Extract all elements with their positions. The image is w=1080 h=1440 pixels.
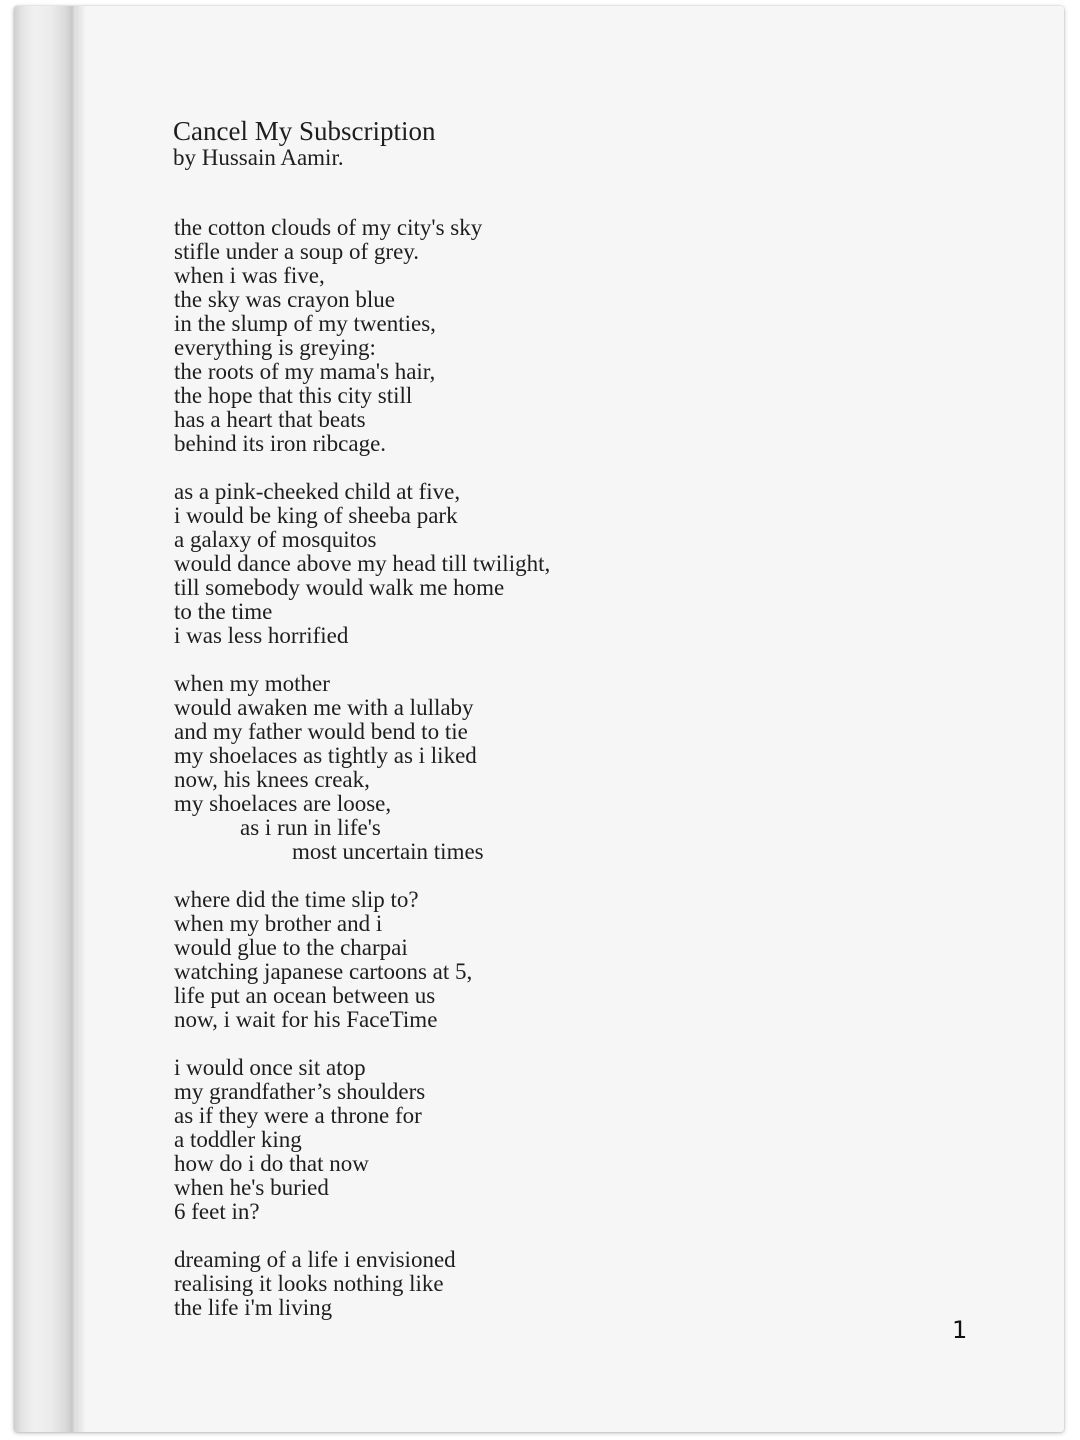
poem-line: dreaming of a life i envisioned: [174, 1247, 456, 1272]
poem-line: the life i'm living: [174, 1295, 333, 1320]
poem-line: to the time: [174, 599, 273, 624]
stanza-6: [174, 1248, 794, 1320]
poem-line: in the slump of my twenties,: [174, 311, 436, 336]
poem-line: i was less horrified: [174, 623, 349, 648]
poem-line: and my father would bend to tie: [174, 719, 468, 744]
poem-line: when my mother: [174, 671, 330, 696]
poem-line: behind its iron ribcage.: [174, 431, 387, 456]
poem-line: as if they were a throne for: [174, 1103, 422, 1128]
poem-line: 6 feet in?: [174, 1199, 260, 1224]
poem-title: Cancel My Subscription: [173, 116, 436, 146]
poem-line: i would be king of sheeba park: [174, 503, 458, 528]
poem-line: where did the time slip to?: [174, 887, 419, 912]
poem-line: i would once sit atop: [174, 1055, 366, 1080]
poem-line: how do i do that now: [174, 1151, 369, 1176]
poem-line: now, his knees creak,: [174, 767, 370, 792]
poem-line: the sky was crayon blue: [174, 287, 395, 312]
stanza-3: [174, 672, 794, 864]
poem-line: the hope that this city still: [174, 383, 413, 408]
poem-line: when i was five,: [174, 263, 325, 288]
book-page: [14, 6, 1064, 1432]
poem-line: would glue to the charpai: [174, 935, 408, 960]
poem-line: would dance above my head till twilight,: [174, 551, 551, 576]
poem-line: realising it looks nothing like: [174, 1271, 444, 1296]
stanza-4: [174, 888, 794, 1032]
stanza-2: [174, 480, 794, 648]
poem-line: a galaxy of mosquitos: [174, 527, 377, 552]
poem-body: [174, 216, 794, 1344]
poem-byline: by Hussain Aamir.: [173, 145, 344, 170]
poem-line: as a pink-cheeked child at five,: [174, 479, 461, 504]
poem-line: everything is greying:: [174, 335, 376, 360]
poem-line: has a heart that beats: [174, 407, 366, 432]
stanza-1: [174, 216, 794, 456]
poem-line: now, i wait for his FaceTime: [174, 1007, 438, 1032]
poem-line: my shoelaces are loose,: [174, 791, 392, 816]
poem-line: till somebody would walk me home: [174, 575, 505, 600]
poem-line: as i run in life's: [240, 815, 381, 840]
stanza-5: [174, 1056, 794, 1224]
poem-line: when he's buried: [174, 1175, 329, 1200]
poem-line: life put an ocean between us: [174, 983, 436, 1008]
poem-line: the roots of my mama's hair,: [174, 359, 436, 384]
poem-line: when my brother and i: [174, 911, 383, 936]
poem-line: my grandfather’s shoulders: [174, 1079, 426, 1104]
poem-line: stifle under a soup of grey.: [174, 239, 420, 264]
poem-line: a toddler king: [174, 1127, 302, 1152]
poem-line: would awaken me with a lullaby: [174, 695, 474, 720]
poem-line: the cotton clouds of my city's sky: [174, 215, 483, 240]
page-number: 1: [952, 1316, 968, 1344]
poem-line: my shoelaces as tightly as i liked: [174, 743, 477, 768]
book-spine: [14, 6, 76, 1432]
poem-line: most uncertain times: [292, 839, 484, 864]
spine-shadow: [76, 6, 86, 1432]
poem-line: watching japanese cartoons at 5,: [174, 959, 473, 984]
